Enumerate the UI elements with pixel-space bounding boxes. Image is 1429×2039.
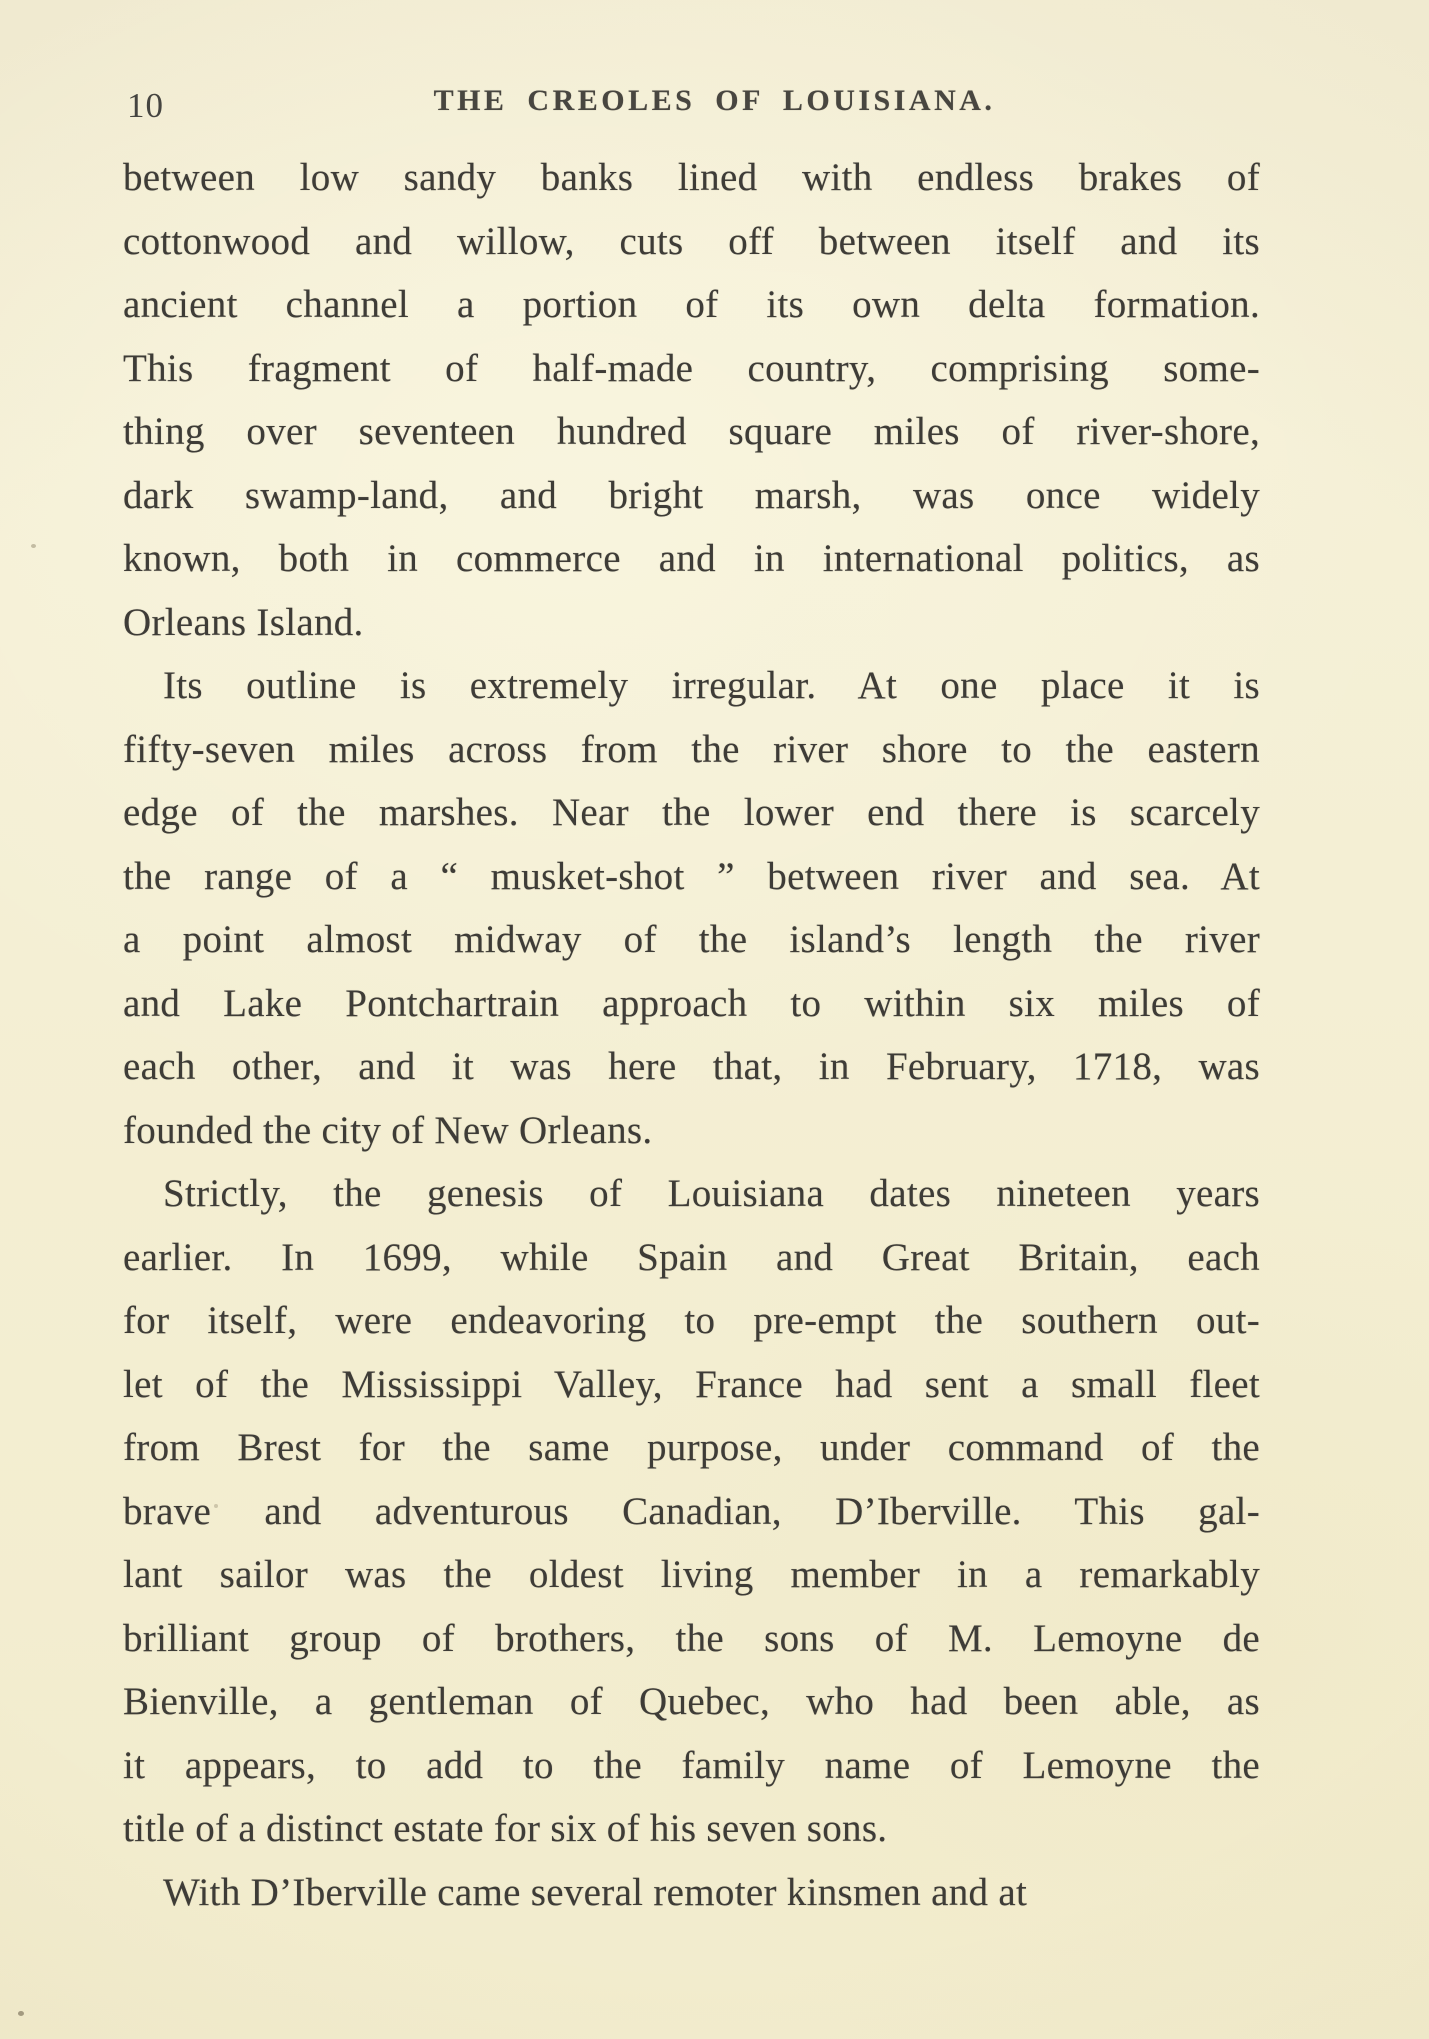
text-line: earlier. In 1699, while Spain and Great Britain, each: [123, 1235, 1260, 1279]
text-line: a point almost midway of the island’s length the river: [123, 918, 1260, 961]
text-line: let of the Mississippi Valley, France had sent a small fleet: [123, 1362, 1260, 1406]
text-line: brave and adventurous Canadian, D’Iberville. This gal-: [123, 1489, 1260, 1533]
text-line: fifty-seven miles across from the river shore to the eastern: [123, 727, 1260, 771]
text-line: Strictly, the genesis of Louisiana dates nineteen years: [163, 1172, 1260, 1215]
text-line: from Brest for the same purpose, under command of the: [123, 1426, 1260, 1469]
page-header: [0, 84, 1429, 134]
scan-speck: [18, 2011, 24, 2016]
text-line: ancient channel a portion of its own delta formation.: [123, 283, 1260, 326]
page-body-text: [123, 146, 1260, 1924]
text-line: between low sandy banks lined with endless brakes of: [123, 156, 1260, 199]
text-line: and Lake Pontchartrain approach to within six miles of: [123, 981, 1260, 1025]
text-line: founded the city of New Orleans.: [123, 1108, 653, 1152]
text-line: Bienville, a gentleman of Quebec, who had been able, as: [123, 1680, 1260, 1723]
text-line: brilliant group of brothers, the sons of M. Lemoyne de: [123, 1616, 1260, 1660]
text-line: edge of the marshes. Near the lower end there is scarcely: [123, 791, 1260, 834]
text-line: Orleans Island.: [123, 600, 364, 644]
text-line: for itself, were endeavoring to pre-empt the southern out-: [123, 1299, 1260, 1342]
text-line: the range of a “ musket-shot ” between river and sea. At: [123, 854, 1260, 898]
text-line: it appears, to add to the family name of Lemoyne the: [123, 1743, 1260, 1787]
text-line: dark swamp-land, and bright marsh, was once widely: [123, 473, 1260, 517]
running-header: THE CREOLES OF LOUISIANA.: [433, 84, 996, 117]
text-line: Its outline is extremely irregular. At one place it is: [163, 664, 1260, 707]
text-line: each other, and it was here that, in February, 1718, was: [123, 1045, 1260, 1088]
text-line: This fragment of half-made country, comprising some-: [123, 346, 1260, 390]
text-line: known, both in commerce and in international politics, as: [123, 537, 1260, 580]
text-line: With D’Iberville came several remoter kinsmen and at: [163, 1870, 1028, 1914]
scan-speck: [31, 544, 36, 548]
text-line: thing over seventeen hundred square miles of river-shore,: [123, 410, 1260, 453]
text-line: lant sailor was the oldest living member in a remarkably: [123, 1553, 1260, 1596]
text-line: cottonwood and willow, cuts off between itself and its: [123, 219, 1260, 263]
page-number: 10: [127, 86, 164, 125]
text-line: title of a distinct estate for six of his seven sons.: [123, 1807, 888, 1850]
scan-speck: [214, 1504, 218, 1508]
